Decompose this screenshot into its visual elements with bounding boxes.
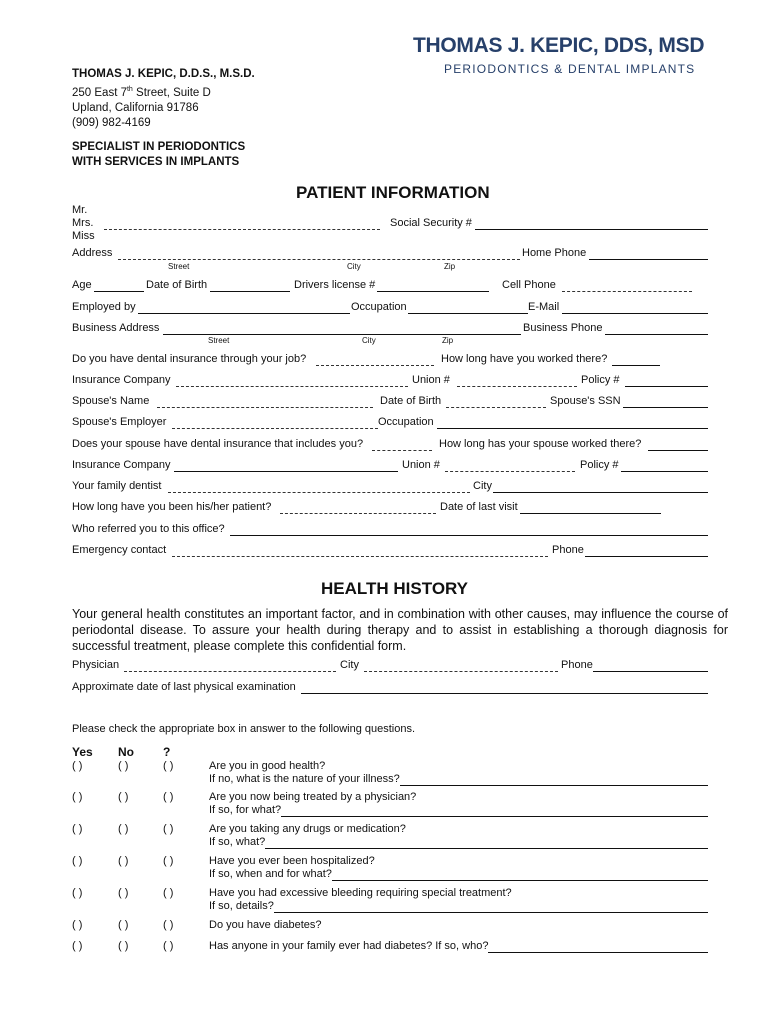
checkbox-no-q6[interactable]: ( ) [118,919,129,931]
salutation-mr: Mr. [72,204,88,216]
checkbox-unsure-q5[interactable]: ( ) [163,887,174,899]
spouse-policy-label: Policy # [580,459,619,471]
how-long-patient-field[interactable] [280,513,436,514]
emergency-phone-label: Phone [552,544,584,556]
checkbox-yes-q3[interactable]: ( ) [72,823,83,835]
drivers-license-field[interactable] [377,291,489,292]
salutation-mrs: Mrs. [72,217,94,229]
spouse-ssn-field[interactable] [623,407,708,408]
health-history-title: HEALTH HISTORY [321,579,469,598]
address-city-hint: City [347,262,361,271]
cell-phone-label: Cell Phone [502,279,556,291]
patient-information-title: PATIENT INFORMATION [296,183,490,202]
checkbox-unsure-q2[interactable]: ( ) [163,791,174,803]
checkbox-unsure-q3[interactable]: ( ) [163,823,174,835]
checkbox-no-q1[interactable]: ( ) [118,760,129,772]
email-label: E-Mail [528,301,560,313]
business-phone-field[interactable] [605,334,708,335]
patient-duration-row [72,501,708,517]
age-dob-row [72,279,708,295]
business-address-field[interactable] [163,334,521,335]
spouse-name-field[interactable] [157,407,373,408]
insurance-company-label: Insurance Company [72,374,171,386]
physician-city-field[interactable] [364,671,558,672]
followup-answer-field-2[interactable] [281,816,708,817]
followup-answer-field-4[interactable] [332,880,708,881]
yes-column-header: Yes [72,745,93,759]
spouse-policy-field[interactable] [621,471,708,472]
address-field[interactable] [118,259,520,260]
checkbox-yes-q2[interactable]: ( ) [72,791,83,803]
spouse-insurance-row [72,438,708,454]
health-history-intro: Your general health constitutes an important factor, and in combination with other causes, may influence the course of periodontal disease. To assure your health during therapy and to assist in establishing a thorough diagnosis for successful treatment, please complete this confidential form. [72,607,728,653]
spouse-dob-field[interactable] [446,407,546,408]
checkbox-no-q4[interactable]: ( ) [118,855,129,867]
insurance-company-field[interactable] [176,386,408,387]
question-1: Are you in good health? [209,760,326,772]
family-dentist-field[interactable] [168,492,470,493]
last-exam-field[interactable] [301,693,708,694]
email-field[interactable] [562,313,708,314]
home-phone-field[interactable] [589,259,708,260]
practice-phone: (909) 982-4169 [72,116,151,129]
no-column-header: No [118,745,134,759]
spouse-employer-label: Spouse's Employer [72,416,167,428]
age-field[interactable] [94,291,144,292]
street-number: 250 East 7 [72,86,127,99]
home-phone-label: Home Phone [522,247,587,259]
unsure-column-header: ? [163,745,171,759]
family-diabetes-answer-field[interactable] [488,952,708,953]
insurance-company-row [72,374,708,390]
ssn-field[interactable] [475,229,708,230]
dob-field[interactable] [210,291,290,292]
policy-label: Policy # [581,374,620,386]
physician-city-label: City [340,659,359,671]
spouse-employer-field[interactable] [172,428,378,429]
practice-address [72,67,255,131]
how-long-worked-field[interactable] [612,365,660,366]
spouse-employer-row [72,416,708,432]
family-dentist-row [72,480,708,496]
health-instructions: Please check the appropriate box in answer to the following questions. [72,723,416,735]
address-row [72,247,708,263]
referred-label: Who referred you to this office? [72,523,225,535]
followup-1: If no, what is the nature of your illness? [209,773,400,785]
checkbox-no-q3[interactable]: ( ) [118,823,129,835]
occupation-field[interactable] [408,313,528,314]
emergency-contact-field[interactable] [172,556,548,557]
business-address-label: Business Address [72,322,160,334]
address-street-hint: Street [168,262,190,271]
checkbox-no-q2[interactable]: ( ) [118,791,129,803]
city-state-zip: Upland, California 91786 [72,101,199,114]
spouse-insurance-label: Does your spouse have dental insurance that includes you? [72,438,364,450]
spouse-occupation-field[interactable] [437,428,708,429]
followup-5: If so, details? [209,900,274,912]
street-address [72,82,255,101]
last-exam-row [72,681,708,697]
occupation-label: Occupation [351,301,407,313]
question-5: Have you had excessive bleeding requiring special treatment? [209,887,512,899]
checkbox-yes-q6[interactable]: ( ) [72,919,83,931]
union-field[interactable] [457,386,577,387]
employed-by-label: Employed by [72,301,136,313]
physician-phone-field[interactable] [593,671,708,672]
specialty-line-2: WITH SERVICES IN IMPLANTS [72,156,240,168]
followup-4: If so, when and for what? [209,868,332,880]
checkbox-unsure-q4[interactable]: ( ) [163,855,174,867]
name-ssn-row [72,217,708,233]
checkbox-yes-q7[interactable]: ( ) [72,940,83,952]
cell-phone-field[interactable] [562,291,692,292]
spouse-insurance-field[interactable] [372,450,432,451]
checkbox-no-q7[interactable]: ( ) [118,940,129,952]
dob-label: Date of Birth [146,279,208,291]
policy-field[interactable] [625,386,708,387]
dentist-city-field[interactable] [493,492,708,493]
question-4: Have you ever been hospitalized? [209,855,375,867]
checkbox-unsure-q1[interactable]: ( ) [163,760,174,772]
followup-answer-field-1[interactable] [400,785,708,786]
dental-insurance-label: Do you have dental insurance through your job? [72,353,307,365]
address-zip-hint: Zip [444,262,456,271]
spouse-occupation-label: Occupation [378,416,434,428]
question-2: Are you now being treated by a physician? [209,791,417,803]
street-ordinal: th [126,86,133,93]
street-rest: Street, Suite D [132,86,211,99]
business-address-row [72,322,708,338]
checkbox-unsure-q6[interactable]: ( ) [163,919,174,931]
question-6: Do you have diabetes? [209,919,322,931]
last-visit-label: Date of last visit [440,501,518,513]
spouse-name-row [72,395,708,411]
physician-phone-label: Phone [561,659,593,671]
specialty-statement [72,140,245,170]
name-field[interactable] [104,229,380,230]
checkbox-yes-q1[interactable]: ( ) [72,760,83,772]
emergency-contact-row [72,544,708,560]
physician-row [72,659,708,675]
how-long-worked-label: How long have you worked there? [441,353,608,365]
employed-by-field[interactable] [138,313,350,314]
emergency-contact-label: Emergency contact [72,544,167,556]
age-label: Age [72,279,92,291]
spouse-dob-label: Date of Birth [380,395,442,407]
followup-answer-field-3[interactable] [265,848,708,849]
last-visit-field[interactable] [520,513,661,514]
spouse-insurance-company-label: Insurance Company [72,459,171,471]
business-phone-label: Business Phone [523,322,603,334]
spouse-worked-label: How long has your spouse worked there? [439,438,642,450]
referred-field[interactable] [230,535,708,536]
employment-row [72,301,708,317]
practice-logo-subtitle: PERIODONTICS & DENTAL IMPLANTS [444,62,696,76]
physician-field[interactable] [124,671,336,672]
spouse-insurance-company-field[interactable] [174,471,398,472]
dentist-city-label: City [473,480,492,492]
spouse-union-field[interactable] [445,471,575,472]
last-exam-label: Approximate date of last physical examination [72,681,296,693]
question-7: Has anyone in your family ever had diabetes? If so, who? [209,940,489,952]
question-3: Are you taking any drugs or medication? [209,823,406,835]
how-long-patient-label: How long have you been his/her patient? [72,501,272,513]
checkbox-yes-q5[interactable]: ( ) [72,887,83,899]
spouse-ssn-label: Spouse's SSN [550,395,621,407]
checkbox-yes-q4[interactable]: ( ) [72,855,83,867]
drivers-license-label: Drivers license # [294,279,376,291]
address-label: Address [72,247,113,259]
specialty-line-1: SPECIALIST IN PERIODONTICS [72,141,246,153]
union-label: Union # [412,374,450,386]
spouse-name-label: Spouse's Name [72,395,150,407]
checkbox-unsure-q7[interactable]: ( ) [163,940,174,952]
referral-row [72,523,708,539]
followup-answer-field-5[interactable] [274,912,708,913]
practice-name: THOMAS J. KEPIC, D.D.S., M.S.D. [72,68,255,80]
spouse-insurance-company-row [72,459,708,475]
business-zip-hint: Zip [442,336,454,345]
spouse-worked-field[interactable] [648,450,708,451]
salutation-miss: Miss [72,230,95,242]
dental-insurance-row [72,353,708,369]
followup-3: If so, what? [209,836,266,848]
checkbox-no-q5[interactable]: ( ) [118,887,129,899]
dental-insurance-field[interactable] [316,365,434,366]
family-dentist-label: Your family dentist [72,480,162,492]
business-city-hint: City [362,336,376,345]
physician-label: Physician [72,659,120,671]
business-street-hint: Street [208,336,230,345]
spouse-union-label: Union # [402,459,440,471]
emergency-phone-field[interactable] [585,556,708,557]
followup-2: If so, for what? [209,804,282,816]
ssn-label: Social Security # [390,217,472,229]
practice-logo-name: THOMAS J. KEPIC, DDS, MSD [413,34,705,57]
